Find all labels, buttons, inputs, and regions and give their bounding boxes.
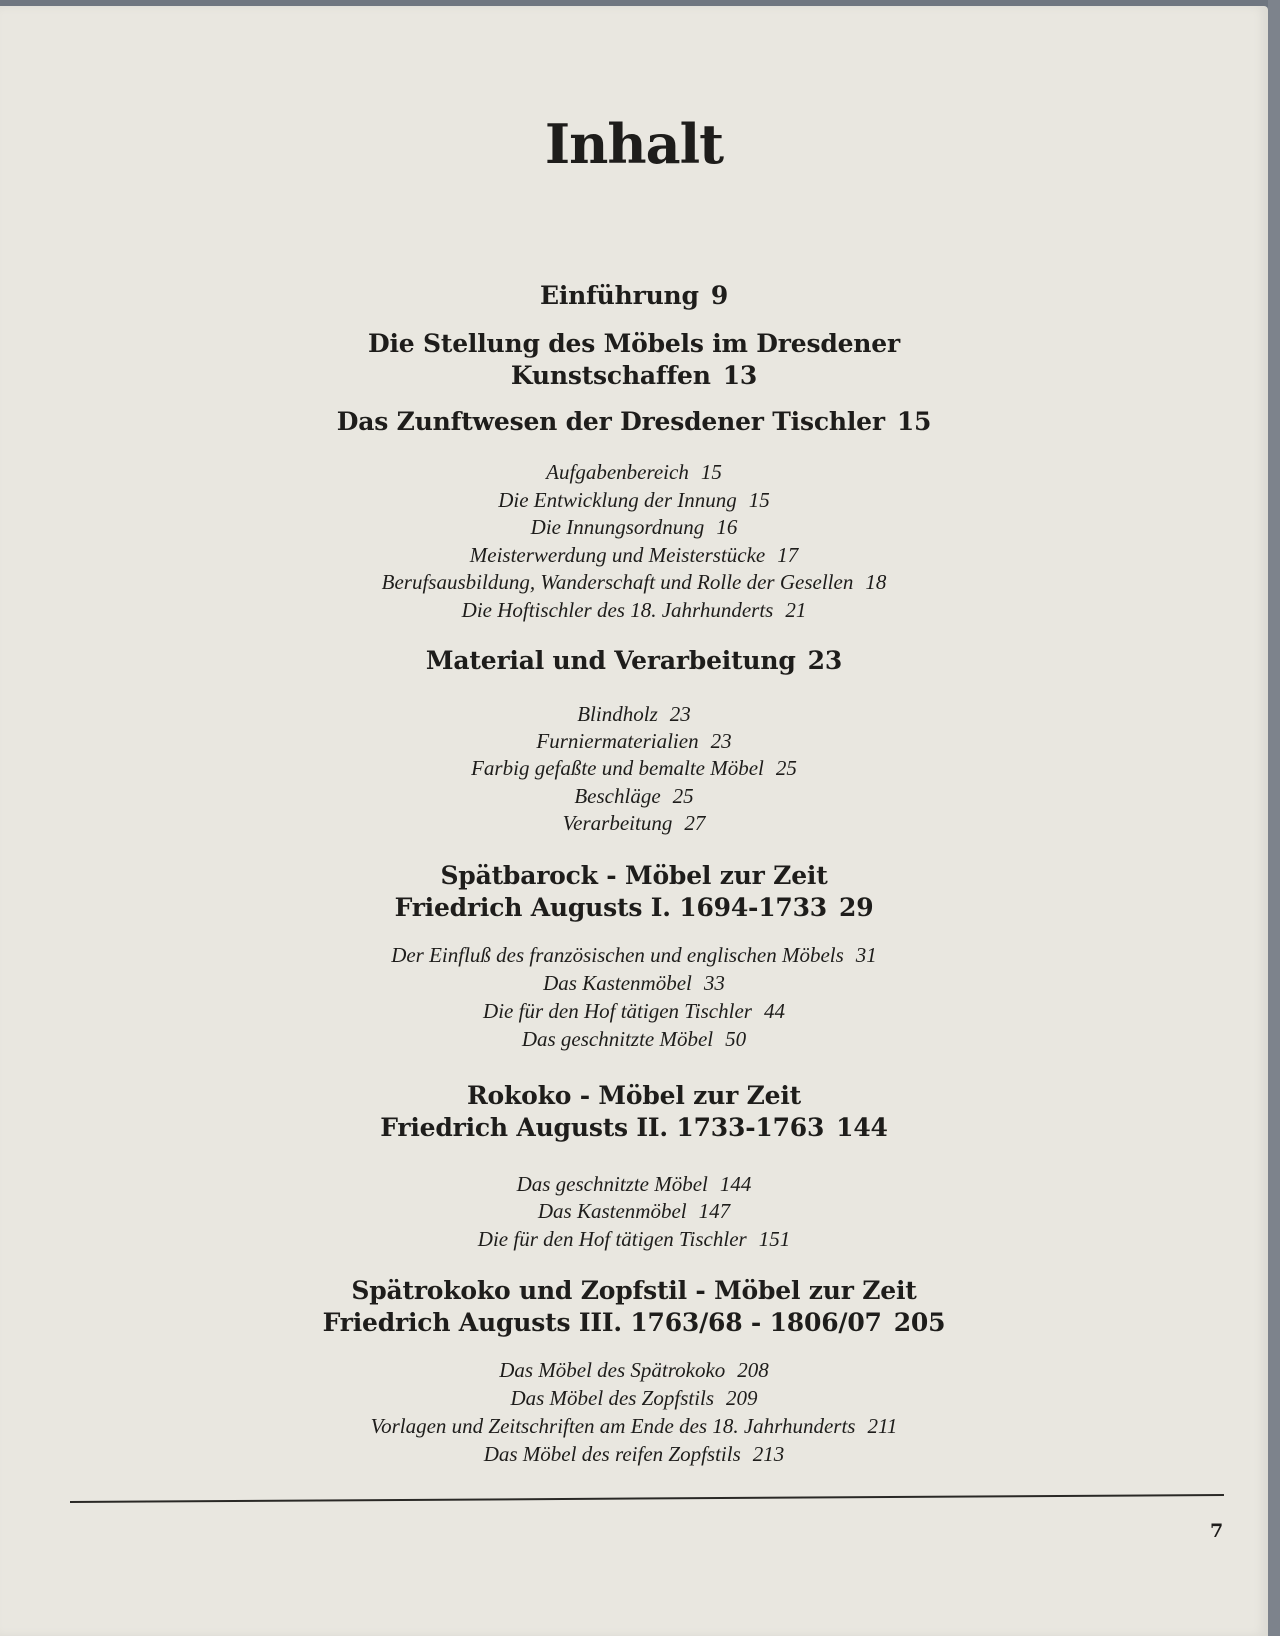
chapter-page-number: 15 — [896, 407, 932, 436]
section-title: Furniermaterialien — [536, 729, 699, 753]
chapter-title-line — [0, 892, 1268, 924]
chapter-entry — [0, 406, 1268, 438]
chapter-entry — [0, 1080, 1268, 1144]
section-entry — [0, 1356, 1268, 1384]
chapter-entry — [0, 860, 1268, 924]
chapter-entry — [0, 280, 1268, 312]
section-entry — [0, 486, 1268, 514]
chapter-title: Spätrokoko und Zopfstil - Möbel zur Zeit — [351, 1276, 917, 1305]
section-entry — [0, 727, 1268, 755]
section-title: Blindholz — [577, 702, 658, 726]
section-page-number: 147 — [698, 1199, 731, 1223]
footer-rule — [70, 1494, 1224, 1503]
section-page-number: 208 — [737, 1358, 769, 1382]
page-edge — [1268, 0, 1280, 1636]
chapter-title-line — [0, 1275, 1268, 1307]
chapter-title-line — [0, 406, 1268, 438]
section-title: Meisterwerdung und Meisterstücke — [469, 543, 766, 567]
section-page-number: 144 — [719, 1172, 752, 1196]
chapter-entry — [0, 645, 1268, 677]
chapter-title: Die Stellung des Möbels im Dresdener — [368, 329, 900, 358]
section-page-number: 31 — [855, 943, 877, 967]
chapter-title: Material und Verarbeitung — [425, 646, 796, 675]
section-page-number: 23 — [710, 729, 732, 753]
chapter-title: Friedrich Augusts I. 1694-1733 — [394, 893, 827, 922]
section-page-number: 21 — [785, 598, 807, 622]
section-page-number: 44 — [763, 999, 785, 1023]
chapter-title-line — [0, 280, 1268, 312]
section-entry — [0, 596, 1268, 624]
page-title: Inhalt — [544, 112, 724, 176]
chapter-title: Einführung — [539, 281, 699, 310]
chapter-title: Spätbarock - Möbel zur Zeit — [440, 861, 828, 890]
chapter-title-line — [0, 1080, 1268, 1112]
section-page-number: 50 — [725, 1027, 747, 1051]
section-page-number: 27 — [684, 811, 706, 835]
chapter-page-number: 23 — [807, 646, 843, 675]
section-title: Farbig gefaßte und bemalte Möbel — [471, 756, 764, 780]
section-title: Die für den Hof tätigen Tischler — [477, 1227, 747, 1251]
section-title: Beschläge — [574, 784, 661, 808]
chapter-title: Friedrich Augusts III. 1763/68 - 1806/07 — [322, 1308, 882, 1337]
chapter-entry — [0, 1275, 1268, 1339]
chapter-page-number: 13 — [722, 361, 758, 390]
page-number: 7 — [1210, 1520, 1224, 1542]
section-entry — [0, 809, 1268, 837]
section-page-number: 151 — [758, 1227, 791, 1251]
section-title: Die Entwicklung der Innung — [498, 488, 737, 512]
section-title: Das Kastenmöbel — [543, 971, 692, 995]
section-entry — [0, 1197, 1268, 1225]
section-entry — [0, 1412, 1268, 1440]
section-entry — [0, 541, 1268, 569]
section-title: Aufgabenbereich — [546, 460, 689, 484]
chapter-page-number: 144 — [836, 1113, 888, 1142]
section-entry — [0, 969, 1268, 997]
section-entry — [0, 1025, 1268, 1053]
section-entry — [0, 754, 1268, 782]
section-title: Das geschnitzte Möbel — [521, 1027, 714, 1051]
section-title: Berufsausbildung, Wanderschaft und Rolle der Gesellen — [381, 570, 854, 594]
section-title: Das Kastenmöbel — [537, 1199, 687, 1223]
chapter-title-line — [0, 1307, 1268, 1339]
section-entry — [0, 941, 1268, 969]
section-title: Vorlagen und Zeitschriften am Ende des 18. Jahrhunderts — [370, 1414, 856, 1438]
section-page-number: 17 — [777, 543, 799, 567]
section-title: Der Einfluß des französischen und englischen Möbels — [391, 943, 844, 967]
section-title: Das geschnitzte Möbel — [516, 1172, 708, 1196]
section-entry — [0, 1384, 1268, 1412]
chapter-page-number: 29 — [839, 893, 874, 922]
chapter-title: Das Zunftwesen der Dresdener Tischler — [336, 407, 885, 436]
section-page-number: 25 — [672, 784, 694, 808]
chapter-page-number: 9 — [710, 281, 729, 310]
book-page — [0, 6, 1268, 1636]
section-entry — [0, 1225, 1268, 1253]
chapter-title-line — [0, 645, 1268, 677]
chapter-title: Kunstschaffen — [510, 361, 711, 390]
section-entry — [0, 568, 1268, 596]
section-title: Das Möbel des reifen Zopfstils — [483, 1442, 741, 1466]
chapter-title-line — [0, 360, 1268, 392]
chapter-title-line — [0, 328, 1268, 360]
section-entry — [0, 1170, 1268, 1198]
section-entry — [0, 1440, 1268, 1468]
section-title: Das Möbel des Spätrokoko — [499, 1358, 726, 1382]
section-entry — [0, 700, 1268, 728]
section-entry — [0, 782, 1268, 810]
chapter-page-number: 205 — [893, 1308, 946, 1337]
section-entry — [0, 458, 1268, 486]
chapter-title: Friedrich Augusts II. 1733-1763 — [380, 1113, 825, 1142]
section-page-number: 16 — [716, 515, 738, 539]
section-entry — [0, 513, 1268, 541]
section-title: Die Innungsordnung — [530, 515, 705, 539]
section-page-number: 15 — [748, 488, 770, 512]
section-page-number: 211 — [867, 1414, 898, 1438]
section-title: Das Möbel des Zopfstils — [510, 1386, 715, 1410]
chapter-title: Rokoko - Möbel zur Zeit — [466, 1081, 801, 1110]
chapter-title-line — [0, 1112, 1268, 1144]
section-entry — [0, 997, 1268, 1025]
chapter-entry — [0, 328, 1268, 392]
section-title: Die für den Hof tätigen Tischler — [483, 999, 752, 1023]
section-page-number: 33 — [703, 971, 725, 995]
section-page-number: 25 — [775, 756, 797, 780]
section-page-number: 213 — [752, 1442, 785, 1466]
section-page-number: 15 — [700, 460, 722, 484]
section-page-number: 23 — [669, 702, 691, 726]
section-page-number: 18 — [865, 570, 887, 594]
chapter-title-line — [0, 860, 1268, 892]
section-title: Die Hoftischler des 18. Jahrhunderts — [461, 598, 774, 622]
section-page-number: 209 — [726, 1386, 758, 1410]
section-title: Verarbeitung — [562, 811, 673, 835]
